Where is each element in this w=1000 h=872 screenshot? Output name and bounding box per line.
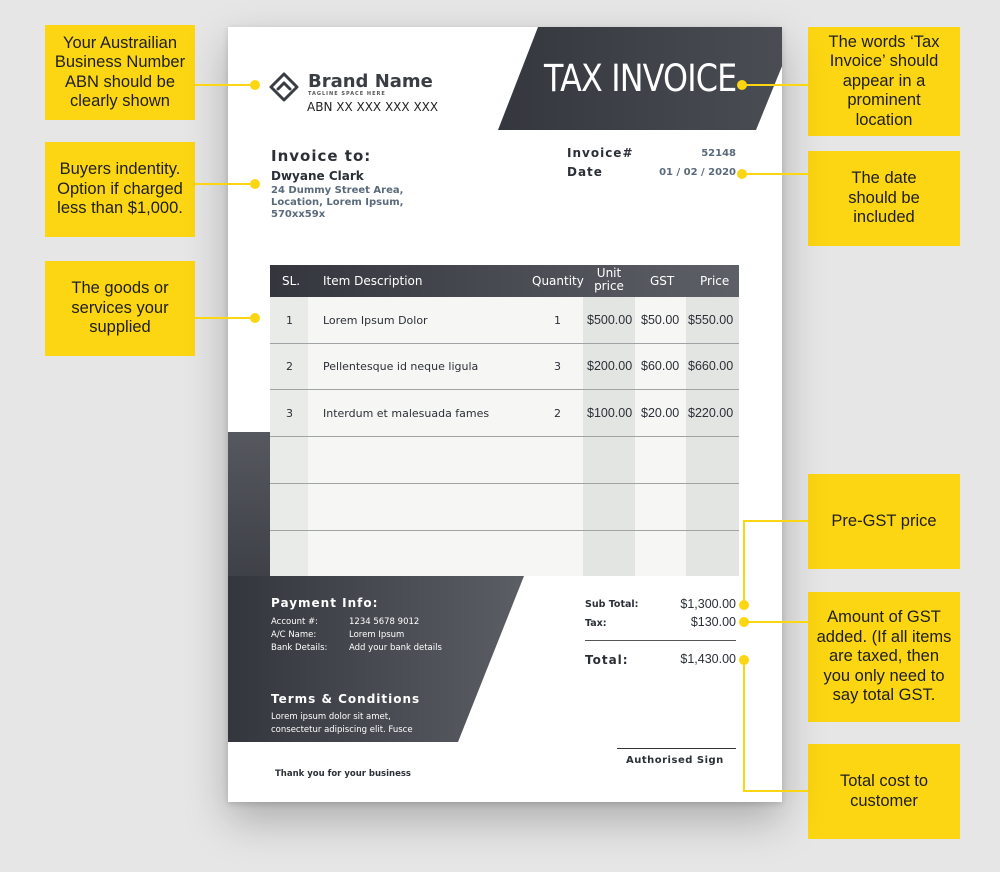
invoice-page [228,27,782,802]
row-3-sl: 3 [286,407,293,420]
thank-you-note: Thank you for your business [275,769,411,779]
account-name-label: A/C Name: [271,630,317,640]
row-2-gst: $60.00 [641,359,680,373]
row-2-quantity: 3 [554,360,561,373]
signature-line [617,748,736,749]
header-price: Price [700,274,730,288]
row-3-quantity: 2 [554,407,561,420]
terms-text: Lorem ipsum dolor sit amet, [271,712,391,722]
row-3-gst: $20.00 [641,406,680,420]
row-2-description: Pellentesque id neque ligula [323,360,479,373]
header-sl: SL. [282,274,301,288]
bank-details-label: Bank Details: [271,643,328,653]
payment-heading: Payment Info: [271,596,379,610]
annotation-date: The date should be included [808,151,960,246]
header-unit-price: Unit price [594,266,624,293]
buyer-address-line: Location, Lorem Ipsum, [271,197,404,208]
invoice-title: TAX INVOICE [544,57,737,100]
brand-tagline: TAGLINE SPACE HERE [308,91,386,97]
diamond-logo-icon [268,71,300,103]
buyer-address-line: 24 Dummy Street Area, [271,185,404,196]
row-1-unit-price: $500.00 [587,313,633,327]
row-1-quantity: 1 [554,314,561,327]
subtotal-label: Sub Total: [585,599,639,610]
date-label: Date [567,165,603,179]
invoice-number-label: Invoice# [567,146,634,160]
row-3-unit-price: $100.00 [587,406,633,420]
tax-label: Tax: [585,618,607,629]
annotation-pre-gst: Pre-GST price [808,474,960,569]
account-label: Account #: [271,617,319,627]
invoice-number: 52148 [701,148,736,159]
row-divider [270,343,739,344]
total-label: Total: [585,653,629,667]
total-value: $1,430.00 [680,652,736,666]
totals-divider [585,640,736,641]
tax-value: $130.00 [690,615,736,629]
buyer-address-line: 570xx59x [271,209,326,220]
account-number: 1234 5678 9012 [349,617,420,627]
annotation-total: Total cost to customer [808,744,960,839]
items-table-header [270,265,739,297]
row-1-sl: 1 [286,314,293,327]
header-gst: GST [650,274,675,288]
row-3-description: Interdum et malesuada fames [323,407,490,420]
account-name: Lorem Ipsum [349,630,405,640]
row-2-sl: 2 [286,360,293,373]
abn-number: ABN XX XXX XXX XXX [307,100,439,114]
brand-name: Brand Name [308,71,433,92]
row-divider [270,436,739,437]
invoice-to-heading: Invoice to: [271,147,372,165]
authorised-sign: Authorised Sign [626,755,724,766]
row-1-description: Lorem Ipsum Dolor [323,314,428,327]
annotation-tax-invoice: The words ‘Tax Invoice’ should appear in a prominent location [808,27,960,136]
side-accent-strip [228,432,270,577]
subtotal-value: $1,300.00 [680,597,736,611]
row-2-price: $660.00 [688,359,734,373]
header-description: Item Description [323,274,423,288]
row-divider [270,389,739,390]
row-divider [270,483,739,484]
buyer-name: Dwyane Clark [271,169,364,183]
annotation-buyer: Buyers indentity. Option if charged less than $1,000. [45,142,195,237]
annotation-goods: The goods or services your supplied [45,261,195,356]
terms-heading: Terms & Conditions [271,692,421,706]
terms-text: consectetur adipiscing elit. Fusce [271,725,413,735]
header-quantity: Quantity [532,274,584,288]
invoice-date: 01 / 02 / 2020 [659,167,736,178]
row-divider [270,530,739,531]
bank-details: Add your bank details [349,643,442,653]
annotation-gst: Amount of GST added. (If all items are taxed, then you only need to say total GST. [808,592,960,722]
row-3-price: $220.00 [688,406,734,420]
annotation-abn: Your Austrailian Business Number ABN should be clearly shown [45,25,195,120]
row-2-unit-price: $200.00 [587,359,633,373]
row-1-gst: $50.00 [641,313,680,327]
row-1-price: $550.00 [688,313,734,327]
